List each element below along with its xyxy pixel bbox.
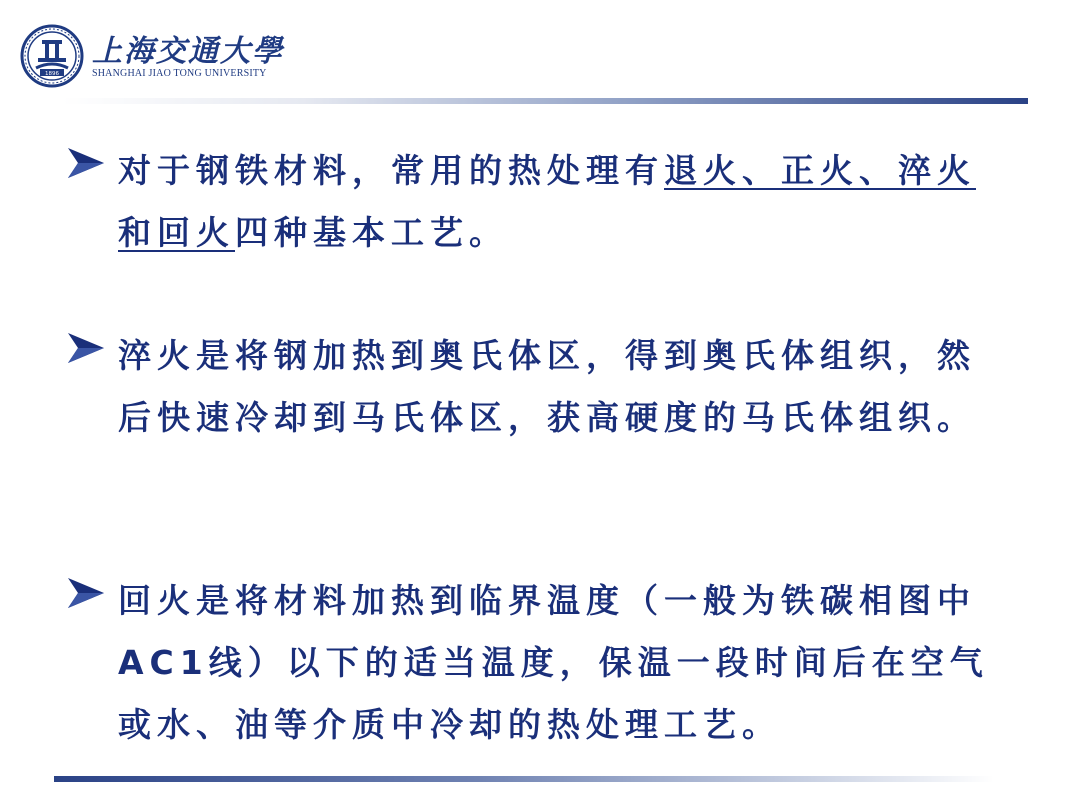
bullet-3-segment-1: 回火是将材料加热到临界温度（一般为铁碳相图中AC1线）以下的适当温度，保温一段时间后在空气或水、油等介质中冷却的热处理工艺。 [118,581,989,744]
bullet-text-2 [118,325,1002,449]
bottom-divider [54,776,994,782]
arrow-right-icon [66,576,106,610]
bullet-item-2 [66,325,1002,449]
bullet-item-1 [66,140,1002,264]
bullet-1-segment-3: 四种基本工艺。 [235,213,508,252]
university-name-en: SHANGHAI JIAO TONG UNIVERSITY [92,68,267,79]
arrow-right-icon [66,331,106,365]
university-seal-icon [20,24,84,88]
bullet-item-3 [66,570,1002,756]
header-logo [20,20,340,90]
bullet-1-segment-1: 对于钢铁材料，常用的热处理有 [118,151,664,190]
arrow-right-icon [66,146,106,180]
university-name-cn: 上海交通大學 [92,34,284,69]
bullet-1-underlined-processes: 退火、正火、淬火和回火 [118,151,976,252]
top-divider [62,98,1028,104]
bullet-2-segment-1: 淬火是将钢加热到奥氏体区，得到奥氏体组织，然后快速冷却到马氏体区，获高硬度的马氏体组织。 [118,336,976,437]
emblem-year: 1896 [45,71,59,77]
bullet-text-3 [118,570,1002,756]
bullet-text-1 [118,140,1002,264]
